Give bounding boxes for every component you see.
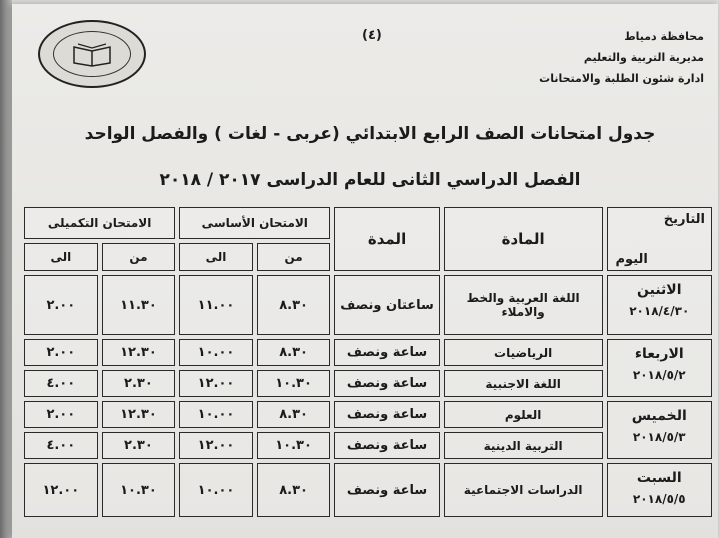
subject-header: المادة xyxy=(444,207,603,271)
day-date-cell xyxy=(607,463,712,517)
subject-cell: اللغة الاجنبية xyxy=(444,370,603,397)
supp-from-cell: ٢.٣٠ xyxy=(102,432,176,459)
date-day-header xyxy=(607,207,712,271)
duration-cell: ساعتان ونصف xyxy=(334,275,439,335)
main-from-cell: ١٠.٣٠ xyxy=(257,432,331,459)
subject-cell: العلوم xyxy=(444,401,603,428)
main-from-cell: ٨.٣٠ xyxy=(257,463,331,517)
exam-schedule-table xyxy=(20,203,716,521)
table-row xyxy=(24,275,712,335)
supp-to-cell: ٢.٠٠ xyxy=(24,275,98,335)
exam-date: ٢٠١٨/٥/٢ xyxy=(632,368,686,382)
table-row xyxy=(24,401,712,428)
supp-from-cell: ٢.٣٠ xyxy=(102,370,176,397)
main-from-cell: ٨.٣٠ xyxy=(257,401,331,428)
exam-date: ٢٠١٨/٥/٣ xyxy=(632,430,686,444)
main-to-cell: ١٢.٠٠ xyxy=(179,432,253,459)
main-from-header: من xyxy=(257,243,331,271)
main-from-cell: ١٠.٣٠ xyxy=(257,370,331,397)
main-exam-header: الامتحان الأساسى xyxy=(179,207,330,239)
day-name: الاثنين xyxy=(637,282,682,298)
duration-cell: ساعة ونصف xyxy=(334,401,439,428)
date-header: التاريخ xyxy=(663,212,705,227)
ministry-logo xyxy=(38,20,146,88)
day-name: السبت xyxy=(636,470,682,486)
day-header: اليوم xyxy=(615,252,648,267)
supp-from-cell: ١٢.٣٠ xyxy=(102,339,176,366)
subject-cell: اللغة العربية والخط والاملاء xyxy=(444,275,603,335)
day-name: الاربعاء xyxy=(634,346,684,362)
table-row xyxy=(24,463,712,517)
supp-from-header: من xyxy=(102,243,176,271)
supp-from-cell: ١٠.٣٠ xyxy=(102,463,176,517)
duration-cell: ساعة ونصف xyxy=(334,370,439,397)
duration-cell: ساعة ونصف xyxy=(334,463,439,517)
day-date-cell xyxy=(607,339,712,397)
authority-line: محافظة دمياط xyxy=(624,30,704,43)
book-emblem-icon xyxy=(53,31,131,77)
supp-to-cell: ١٢.٠٠ xyxy=(24,463,98,517)
main-to-cell: ١١.٠٠ xyxy=(179,275,253,335)
duration-cell: ساعة ونصف xyxy=(334,339,439,366)
supp-exam-header: الامتحان التكميلى xyxy=(24,207,175,239)
main-to-cell: ١٠.٠٠ xyxy=(179,339,253,366)
supp-to-header: الى xyxy=(24,243,98,271)
main-from-cell: ٨.٣٠ xyxy=(257,275,331,335)
main-to-cell: ١٢.٠٠ xyxy=(179,370,253,397)
subject-cell: التربية الدينية xyxy=(444,432,603,459)
subject-cell: الرياضيات xyxy=(444,339,603,366)
duration-header: المدة xyxy=(334,207,439,271)
day-name: الخميس xyxy=(631,408,687,424)
exam-date: ٢٠١٨/٤/٣٠ xyxy=(629,304,690,318)
exam-date: ٢٠١٨/٥/٥ xyxy=(632,492,686,506)
supp-to-cell: ٤.٠٠ xyxy=(24,370,98,397)
authority-line: ادارة شئون الطلبة والامتحانات xyxy=(539,72,704,85)
subject-cell: الدراسات الاجتماعية xyxy=(444,463,603,517)
supp-to-cell: ٤.٠٠ xyxy=(24,432,98,459)
issuing-authority xyxy=(539,26,704,89)
supp-to-cell: ٢.٠٠ xyxy=(24,401,98,428)
main-to-cell: ١٠.٠٠ xyxy=(179,463,253,517)
main-from-cell: ٨.٣٠ xyxy=(257,339,331,366)
page-edge-shadow xyxy=(0,0,12,538)
supp-from-cell: ١١.٣٠ xyxy=(102,275,176,335)
duration-cell: ساعة ونصف xyxy=(334,432,439,459)
page-number: (٤) xyxy=(362,28,382,43)
authority-line: مديرية التربية والتعليم xyxy=(583,51,704,64)
main-to-cell: ١٠.٠٠ xyxy=(179,401,253,428)
supp-from-cell: ١٢.٣٠ xyxy=(102,401,176,428)
supp-to-cell: ٢.٠٠ xyxy=(24,339,98,366)
document-title: جدول امتحانات الصف الرابع الابتدائي (عربى - لغات ) والفصل الواحد xyxy=(84,124,656,144)
table-row xyxy=(24,339,712,366)
document-subtitle: الفصل الدراسي الثانى للعام الدراسى ٢٠١٧ / ٢٠١٨ xyxy=(159,170,581,190)
day-date-cell xyxy=(607,401,712,459)
main-to-header: الى xyxy=(179,243,253,271)
table-header-row xyxy=(24,207,712,239)
day-date-cell xyxy=(607,275,712,335)
